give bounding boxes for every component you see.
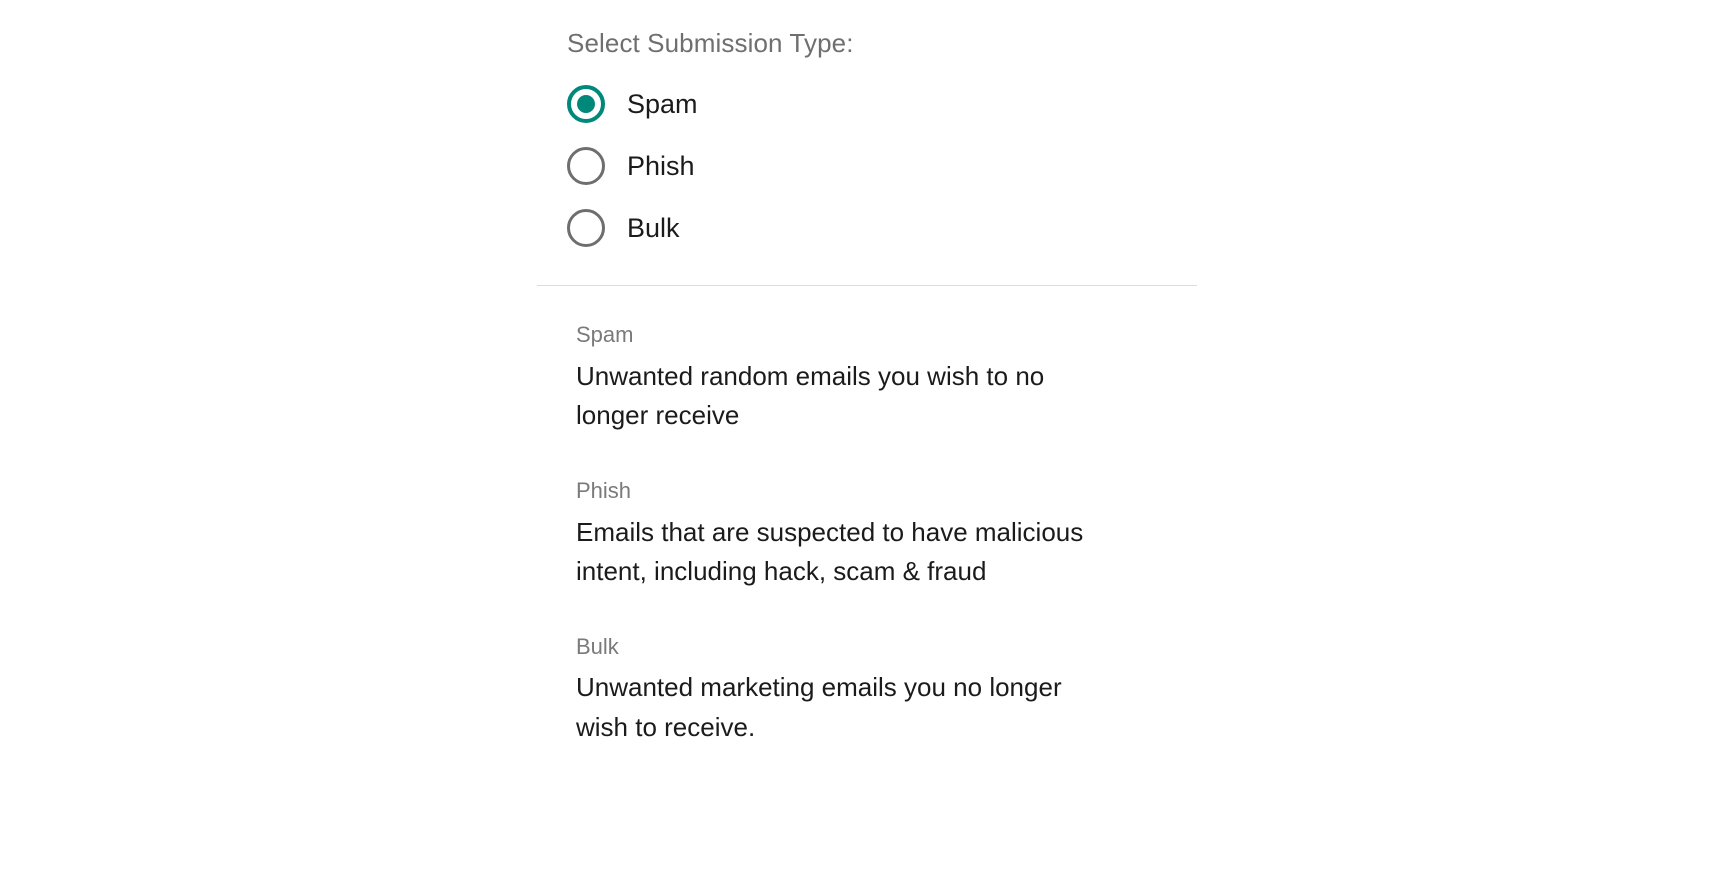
- submission-type-label: Select Submission Type:: [567, 28, 854, 58]
- definition-item-spam: [576, 322, 1197, 436]
- definition-description: Unwanted random emails you wish to no longer receive: [576, 360, 1045, 431]
- radio-selected-dot-icon: [577, 157, 595, 175]
- radio-option-label: Bulk: [627, 212, 680, 243]
- radio-button-icon[interactable]: [567, 209, 605, 247]
- definition-term: Bulk: [576, 634, 619, 660]
- radio-button-icon[interactable]: [567, 147, 605, 185]
- definition-description: Emails that are suspected to have malicious intent, including hack, scam & fraud: [576, 516, 1084, 587]
- radio-option-bulk[interactable]: [567, 197, 1197, 259]
- radio-selected-dot-icon: [577, 95, 595, 113]
- radio-button-icon[interactable]: [567, 85, 605, 123]
- submission-type-radio-group[interactable]: [537, 73, 1197, 259]
- radio-selected-dot-icon: [577, 219, 595, 237]
- definition-term: Phish: [576, 478, 632, 504]
- radio-option-spam[interactable]: [567, 73, 1197, 135]
- radio-option-label: Spam: [627, 88, 698, 119]
- radio-option-phish[interactable]: [567, 135, 1197, 197]
- definition-item-bulk: [576, 634, 1197, 748]
- definitions-list: [537, 286, 1197, 748]
- definition-item-phish: [576, 478, 1197, 592]
- definition-description: Unwanted marketing emails you no longer wish to receive.: [576, 672, 1062, 743]
- submission-type-panel: [537, 0, 1197, 748]
- radio-option-label: Phish: [627, 150, 695, 181]
- definition-term: Spam: [576, 322, 634, 348]
